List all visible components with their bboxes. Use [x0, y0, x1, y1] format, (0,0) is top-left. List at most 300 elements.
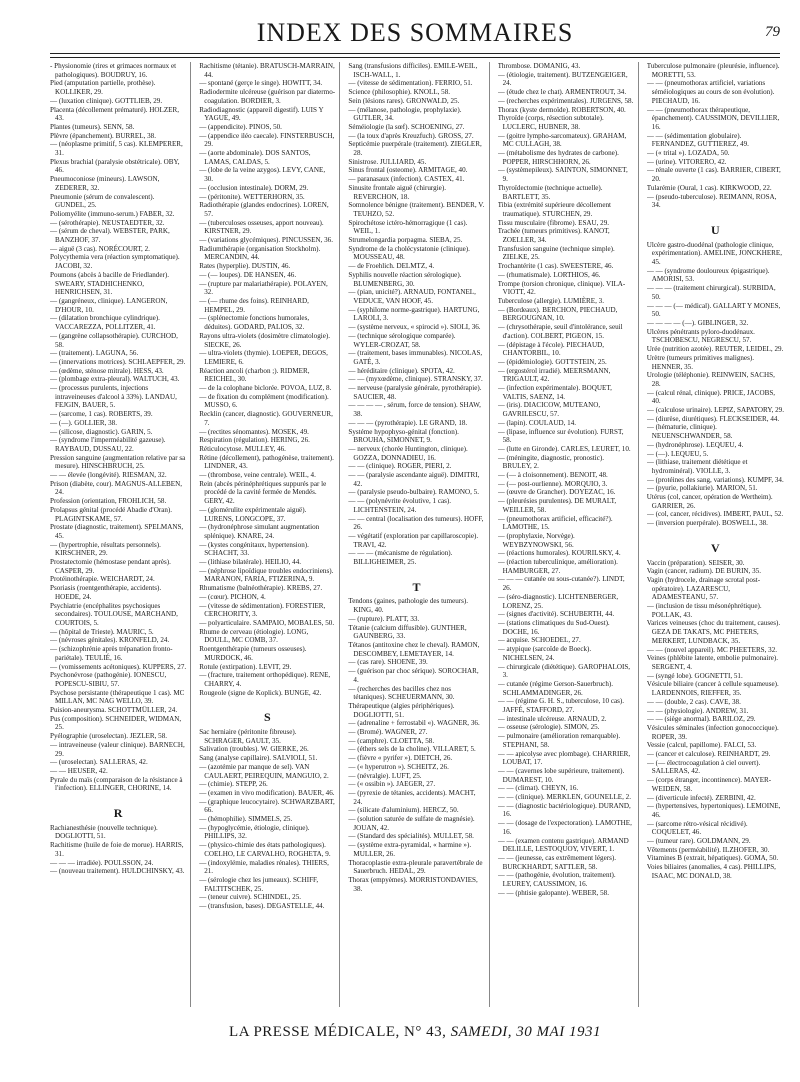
index-entry: Pyélographie (uroselectan). JEZLER, 58.: [50, 732, 168, 741]
index-entry: Sinistrose. JULLIARD, 45.: [348, 157, 427, 166]
index-entry: — intestinale ulcéreuse. ARNAUD, 2.: [497, 714, 607, 723]
index-entry: — (systèmepileux). SAINTON, SIMONNET, 9.: [497, 166, 628, 184]
index-entry: — (syphilome norme-gastrique). HARTUNG, LAROLI, 3.: [348, 305, 480, 323]
section-letter: R: [113, 806, 123, 821]
index-entry: — (éthers sels de la choline). VILLARET, 5.: [348, 745, 476, 754]
index-entry: — (hypoglycémie, étiologie, clinique). PHILLIPS, 32.: [199, 823, 310, 841]
index-entry: Psychose persistante (thérapeutique 1 cas). MC MILLAN, MC NAG WELLO, 39.: [50, 688, 185, 706]
index-entry: — (péritonite). WETTERHORN, 35.: [199, 192, 305, 201]
index-entry: Roentgenthérapie (tumeurs osseuses). MURDOCK, 46.: [199, 645, 307, 662]
index-entry: — ultra-violets (thymie). LOEPER, DEGOS, LEMIERE, 6.: [199, 349, 328, 366]
index-entry: — (technique sérologique comparée). WYLER-CROZAT, 58.: [348, 331, 456, 349]
index-entry: — — (régime G. H. S., tuberculose, 10 cas). JAFFÉ, STAFFORD, 27.: [497, 697, 625, 715]
index-entry: — (prophylaxie, Norvège). WEYBZYNOWSKI, 56.: [497, 531, 575, 549]
index-entry: Réticulocytose. MULLEY, 46.: [199, 444, 286, 453]
index-entry: — (Bordeaux). BERCHON, PIECHAUD, BERGOUGNAN, 10.: [497, 305, 618, 323]
index-entry: Tuberculose pulmonaire (pleurésie, influence). MORETTI, 53.: [646, 62, 780, 79]
index-entry: Transfusion sanguine (technique simple). ZIELKE, 25.: [497, 244, 615, 262]
index-entry: — — central (localisation des tumeurs). HOFF, 26.: [348, 514, 484, 532]
index-entry: — (traitement). LAGUNA, 56.: [50, 349, 139, 358]
index-entry: Tétanos (antitoxine chez le cheval). RAMON, DESCOMBEY, LEMETAYER, 14.: [348, 641, 480, 658]
index-entry: — (traitement, bases immunables). NICOLAS, GATÉ, 3.: [348, 349, 483, 366]
index-entry: — — — irradiée). POULSSON, 24.: [50, 858, 154, 867]
index-entry: — (cas rare). SHOENE, 39.: [348, 658, 428, 667]
index-entry: — (syngé lobe). GOGNETTI, 51.: [646, 671, 743, 680]
index-entry: — (schizophrénie après trépanation fronto-pariétale). TEULIÉ, 16.: [50, 645, 173, 662]
index-entry: — — (siège anormal). BARILOZ, 29.: [646, 715, 756, 724]
index-entry: Vagin (cancer, radium). DE BURIN, 35.: [646, 567, 761, 576]
index-entry: Plantes (tumeurs). SENN, 58.: [50, 122, 135, 131]
index-entry: — (infection expérimentale). BOQUET, VALTIS, SAENZ, 14.: [497, 384, 612, 401]
index-entry: — (inversion puerpérale). BOSWELL, 38.: [646, 519, 768, 528]
index-entry: — (tuberculoses osseuses, apport nouveau). KIRSTNER, 29.: [199, 218, 324, 236]
index-entry: Vésicule biliaire (cancer à cellule squameuse). LARDENNOIS, RIEFFER, 35.: [646, 680, 779, 698]
index-entry: — (névralgie). LUFT, 25.: [348, 771, 422, 780]
index-entry: — (hypertensives, hypertoniques). LEMOINE, 46.: [646, 802, 781, 819]
index-entry: Rates (hyperplie). DUSTIN, 46.: [199, 262, 291, 271]
index-entry: — (séro-diagnostic). LICHTENBERGER, LORENZ, 25.: [497, 592, 619, 610]
index-entry: — (inclusion de tissu mésonéphrétique). POLLAK, 43.: [646, 602, 762, 619]
index-entry: — (paralysie pseudo-bulbaire). RAMONO, 5.: [348, 488, 480, 497]
index-entry: Tétanie (calcium diffusible). GUNTHER, GAUNBERG, 33.: [348, 623, 467, 641]
index-entry: Varices veineuses (choc du traitement, causes). GEZA DE TAKATS, MC PHETERS, MERKERT, LUNDBACK, 35.: [646, 619, 781, 645]
index-entry: — (rhumatismale). LORTHIOS, 46.: [497, 270, 601, 279]
index-entry: Protéinothérapie. WEICHARDT, 24.: [50, 575, 155, 584]
index-entry: — (métabolisme des hydrates de carbone). POPPER, HIRSCHHORN, 26.: [497, 149, 619, 166]
index-entry: — — (climat). CHEYN, 16.: [497, 784, 579, 793]
index-entry: — (épidémiologie). GOTTSTEIN, 25.: [497, 357, 607, 366]
index-entry: — (uroselectan). SALLERAS, 42.: [50, 758, 148, 767]
index-entry: — (lutte en Gironde). CARLES, LEURET, 10.: [497, 444, 631, 453]
index-entry: — (« hyperutron »). SCHEITZ, 26.: [348, 762, 449, 771]
index-entry: Thérapeutique (algies périphériques). DOGLIOTTI, 51.: [348, 701, 455, 719]
index-entry: Tibia (extrémité supérieure décollement traumatique). STURCHEN, 29.: [497, 201, 611, 218]
index-entry: — pulmonaire (amélioration remarquable). STEPHANI, 58.: [497, 732, 621, 749]
index-title: INDEX DES SOMMAIRES: [256, 18, 574, 47]
index-entry: — (mélanose, pathologie, prophylaxie). GUTLER, 34.: [348, 105, 462, 123]
index-entry: Strumelongardia porpagma. SIEBA, 25.: [348, 236, 463, 245]
index-entry: Voies biliaires (anomalies, 4 cas). PHILLIPS, ISAAC, MC DONALD, 38.: [646, 863, 776, 880]
index-entry: Spirochétose ictéro-hémorragique (1 cas). WEIL, 1.: [348, 218, 468, 236]
index-column-2: [199, 62, 340, 1007]
index-entry: — (physico-chimie des états pathologiques). COELHO, LE CARVALHO, ROGHETA, 9.: [199, 841, 331, 858]
index-entry: Sinus frontal (osteome). ARMITAGE, 40.: [348, 166, 468, 175]
index-entry: — (méningite, diagnostic, pronostic). BRULEY, 2.: [497, 453, 604, 471]
index-entry: — (sérothérapie). NEUSTAEDTER, 32.: [50, 218, 165, 227]
index-entry: — (réaction tuberculinique, amélioration). HAMBURGER, 27.: [497, 558, 618, 575]
index-entry: — spontané (gerçe le singe). HOWITT, 34.: [199, 79, 323, 88]
index-entry: Pus (composition). SCHNEIDER, WIDMAN, 25.: [50, 714, 182, 732]
index-entry: Thorax (kyste dermoïde). ROBERTSON, 40.: [497, 105, 626, 114]
index-entry: — (col, cancer, récidives). IMBERT, PAUL, 52.: [646, 510, 784, 519]
index-entry: — (variations glycémiques). PINCUSSEN, 36.: [199, 236, 333, 245]
index-entry: Tuberculose (allergie). LUMIÈRE, 3.: [497, 296, 604, 305]
section-letter: V: [711, 540, 720, 555]
index-entry: — (protéines des sang, variations). KUMPF, 34.: [646, 475, 784, 484]
index-entry: — nerveuse (paralysie générale, pyrothérapie). SAUCIER, 48.: [348, 384, 482, 401]
index-entry: — (cancer et calculose). REINHARDT, 29.: [646, 750, 771, 759]
index-entry: — (—). LEQUEU, 5.: [646, 449, 709, 458]
index-entry: — — — cutanée ou sous-cutanée?). LINDT, 26.: [497, 575, 625, 593]
index-entry: — — (polynévrite évolutive, 1 cas). LICHTENSTEIN, 24.: [348, 497, 452, 514]
index-entry: Psoriasis (roentgenthérapie, accidents). HOEDE, 24.: [50, 584, 162, 601]
index-entry: — (sarcome rétro-vésical récidivé). COQUELET, 46.: [646, 819, 748, 837]
index-entry: Tularémie (Oural, 1 cas). KIRKWOOD, 22.: [646, 183, 772, 192]
index-entry: — — — — , sérum, force de tension). SHAW, 38.: [348, 401, 481, 419]
index-entry: — (solution saturée de sulfate de magnésie). JOUAN, 42.: [348, 815, 475, 832]
index-entry: — (fracture, traitement orthopédique). RENE, CHARRY, 4.: [199, 671, 331, 688]
index-entry: — — — (pyrothérapie). LE GRAND, 18.: [348, 418, 468, 427]
index-entry: — (silicose, diagnostic). GARIN, 5.: [50, 427, 153, 436]
index-entry: — (rupture). PLATT, 33.: [348, 614, 420, 623]
index-entry: — (camphre). CLOETTA, 58.: [348, 736, 435, 745]
index-entry: — — (diagnostic bactériologique). DURAND, 16.: [497, 801, 631, 819]
section-letter: T: [412, 579, 421, 594]
index-entry: Trochantérite (1 cas). SWEESTERE, 46.: [497, 262, 614, 271]
index-entry: — — (pneumothorax thérapeutique, épanchement). CAUSSIMON, DEVILLIER, 16.: [646, 105, 780, 131]
index-entry: — (iris). DIACICOW, MUTEANO, GAVRILESCU, 57.: [497, 401, 601, 419]
index-entry: — — (pneumothorax artificiel, variations séméiologiques au cours de son évolution). PIECHAUD, 16.: [646, 79, 775, 105]
index-entry: — (vomissements acétoniques). KUPPERS, 27.: [50, 662, 187, 671]
index-entry: — (lithiase, traitement diététique et hydrominéral). VIOLLE, 3.: [646, 458, 748, 475]
index-entry: — (silicate d'aluminium). HERCZ, 50.: [348, 806, 459, 815]
index-entry: Sang (transfusions difficiles). EMILE-WEIL, ISCH-WALL, 1.: [348, 62, 478, 79]
index-entry: — osseuse (sérologie). SIMON, 25.: [497, 723, 600, 732]
index-entry: — (« trital »). LOZADA, 50.: [646, 149, 730, 158]
index-entry: - Physionomie (rires et grimaces normaux et pathologiques). BOUDRUY, 16.: [50, 62, 177, 79]
index-entry: Profession (orientation, FROHLICH, 58.: [50, 497, 167, 506]
index-entry: — — (pathogénie, évolution, traitement). LEUREY, CAUSSIMON, 16.: [497, 871, 616, 889]
index-entry: Respiration (régulation). HERING, 26.: [199, 436, 310, 445]
index-entry: Trompe (torsion chronique, clinique). VILA-VIOTT, 42.: [497, 279, 626, 297]
index-entry: — (corps étranger, incontinence). MAYER-WEIDEN, 58.: [646, 776, 772, 793]
index-column-1: [50, 62, 191, 1007]
index-entry: Science (philosophie). KNOLL, 58.: [348, 88, 451, 97]
page-footer: [50, 1024, 780, 1041]
index-entry: Rein (abcès périnéphrétiques suppurés par le procédé de la cavité fermée de Mendés. GERY, 42.: [199, 479, 327, 506]
index-entry: Ulcères pénétrants pyloro-duodénaux. TSCHOBESCU, NEGRESCU, 57.: [646, 327, 755, 345]
index-entry: — (néoplasme primitif, 5 cas). KLEMPERER, 31.: [50, 140, 183, 158]
index-entry: Thyroïde (corps, résection subtotale). LUCLERC, HUBNER, 38.: [497, 114, 604, 131]
index-entry: — (lapin). COULAUD, 14.: [497, 418, 577, 427]
index-entry: Vagin (hydrocele, drainage scrotal post-opératoire). LAZARESCU, ADAMESTEANU, 57.: [646, 575, 761, 602]
index-entry: — — (physiologie). ANDREW, 31.: [646, 706, 749, 715]
index-entry: — (guérison par choc sérique). SOROCHAR, 4.: [348, 667, 479, 684]
index-entry: — (nouveau traitement). HULDCHINSKY, 43.: [50, 867, 185, 876]
index-entry: — — (nouvel appareil). MC PHEETERS, 32.: [646, 645, 778, 654]
index-entry: Vaccin (préparation). SEISER, 30.: [646, 558, 745, 567]
index-entry: — aiguë (3 cas). NORÉCOURT, 2.: [50, 244, 150, 253]
index-entry: Vêtements (perméabilité). ILZHOFER, 30.: [646, 845, 770, 854]
index-entry: — — (paralysie ascendante aiguë). DIMITRI, 42.: [348, 471, 480, 488]
index-entry: — (calcul rénal, clinique). PRICE, JACOBS, 40.: [646, 388, 776, 406]
index-entry: Placenta (décollement prématuré). HOLZER, 43.: [50, 105, 180, 123]
index-entry: — (graphique leucocytaire). SCHWARZBART, 66.: [199, 797, 335, 815]
index-entry: — (luxation clinique). GOTTLIEB, 29.: [50, 96, 163, 105]
index-entry: — chirurgicale (diététique). GAROPHALOIS, 3.: [497, 662, 631, 680]
index-entry: Rayons ultra-violets (dosimètre climatologie). SIECKE, 26.: [199, 331, 330, 349]
index-entry: — (étiologie, traitement). BUTZENGEIGER, 24.: [497, 70, 628, 88]
index-entry: — (Standard des spécialités). MULLET, 58.: [348, 832, 474, 841]
index-entry: — (hémophilie). SIMMELS, 25.: [199, 815, 293, 824]
index-entry: Séméiologie (la sœf). SCHOENING, 27.: [348, 122, 465, 131]
index-entry: Vessie (calcul, papillome). FALCI, 53.: [646, 741, 757, 750]
index-entry: — (pseudo-tuberculose). REIMANN, ROSA, 34.: [646, 192, 777, 210]
index-entry: Puision-aneurysma. SCHOTTMÜLLER, 24.: [50, 706, 178, 715]
index-entry: Thorax (empyèmes). MORRISTONDAVIES, 38.: [348, 875, 478, 893]
index-entry: Pneumoconiose (mineurs). LAWSON, ZEDERER, 32.: [50, 175, 160, 192]
index-entry: Septicémie puerpérale (traitement). ZIEGLER, 28.: [348, 140, 482, 158]
index-entry: — — — (mécanisme de régulation). BILLIGHEIMER, 25.: [348, 549, 453, 567]
index-entry: — (chimie). STEPP, 26.: [199, 780, 268, 789]
index-entry: — (dilatation bronchique cylindrique). VACCAREZZA, POLLITZER, 41.: [50, 314, 160, 332]
index-entry: Plèvre (épanchement). BURREL, 38.: [50, 131, 156, 140]
index-entry: — de la colophane biclorée. POVOA, LUZ, 8.: [199, 384, 332, 393]
index-entry: Plexus brachial (paralysie obstétricale). OBY, 46.: [50, 157, 180, 175]
header-rule: [50, 53, 780, 54]
index-entry: Prison (diabète, cour). MAGNUS-ALLEBEN, 24.: [50, 479, 182, 497]
index-entry: — (thrombose, veine centrale). WEIL, 4.: [199, 471, 316, 480]
index-entry: — (stations climatiques du Sud-Ouest). DOCHE, 16.: [497, 619, 610, 636]
index-entry: — (splénectomie fonctions humorales, déduites). GODARD, PALIOS, 32.: [199, 314, 310, 332]
index-entry: Radiodermite ulcéreuse (guérison par diatermo-coagulation. BORDIER, 3.: [199, 88, 336, 105]
index-entry: Thrombose. DOMANIG, 43.: [497, 62, 581, 70]
index-entry: Thyroïdectomie (technique actuelle). BARTLETT, 35.: [497, 183, 603, 201]
index-entry: — (sérologie chez les jumeaux). SCHIFF, FALTITSCHEK, 25.: [199, 875, 319, 893]
issue-date: SAMEDI, 30 MAI 1931: [450, 1024, 601, 1040]
index-entry: — (pneumothorax artificiel, efficacité?). LAMOTHE, 15.: [497, 514, 613, 532]
index-entry: — — (dosage de l'expectoration). LAMOTHE, 16.: [497, 819, 632, 836]
index-entry: Prostatectomie (hémostase pendant après). CASPER, 29.: [50, 558, 171, 575]
index-entry: — — — — (—). GIBLINGER, 32.: [646, 318, 749, 327]
index-entry: Poliomyélite (immuno-serum.) FABER, 32.: [50, 209, 175, 218]
index-entry: Ulcère gastro-duodénal (pathologie clinique, expérimentation). AMELINE, JONCKHERE, 45.: [646, 240, 783, 267]
index-entry: — (goitre lympho-sarcomateux). GRAHAM, MC CULLAGH, 38.: [497, 131, 627, 149]
index-entry: Urètre (tumeurs primitives malignes). HENNER, 35.: [646, 353, 754, 371]
index-entry: Sein (lésions rares). GRONWALD, 25.: [348, 96, 460, 105]
index-entry: Radiodiagnostic (appareil digestif). LUIS Y YAGUE, 49.: [199, 105, 324, 123]
index-entry: — de Froehlich. DELMTZ, 4.: [348, 262, 435, 271]
index-entry: — (aorte abdominale). DOS SANTOS, LAMAS, CALDAS, 5.: [199, 149, 311, 166]
index-entry: Poumons (abcès à bacille de Friedlander). SWEARY, STADHICHENKO, HENRICHSEN, 31.: [50, 270, 169, 297]
index-entry: Rachitisme (huile de foie de morue). HARRIS, 31.: [50, 841, 184, 858]
index-entry: — (sarcome, 1 cas). ROBERTS, 39.: [50, 410, 153, 419]
index-entry: — (— loupes). DE HANSEN, 46.: [199, 270, 297, 279]
index-entry: — (hypertrophie, résultats personnels). KIRSCHNER, 29.: [50, 540, 161, 558]
index-entry: — (cœur). PICHON, 4.: [199, 592, 266, 601]
index-entry: — (—). GOLLIER, 38.: [50, 418, 117, 427]
index-entry: — (processus purulents, injections intraveineuses d'alcool à 33%). LANDAU, FEJGIN, BAUER, 5.: [50, 384, 177, 410]
index-entry: — (fièvre « pyrifer »). DIETCH, 26.: [348, 754, 453, 763]
index-entry: — (la toux d'après Kreuzfuch). GROSS, 27.: [348, 131, 474, 140]
index-entry: Polycythemia vera (réaction symptomatique). JACOBI, 32.: [50, 253, 180, 271]
index-entry: — (indoxylémie, maladies rénales). THIERS, 21.: [199, 858, 329, 876]
index-entry: — — (jeunesse, cas extrêmement légers). BURCKHARDT, SATTLER, 58.: [497, 853, 616, 871]
index-entry: — (hématurie, clinique). NEUENSCHWANDER, 58.: [646, 423, 733, 441]
index-entry: Syndrome de la cholécystatonie (clinique). MOUSSEAU, 48.: [348, 244, 470, 262]
index-entry: — (plombage extra-pleural). WALTUCH, 43.: [50, 375, 180, 384]
index-entry: — (système nerveux, « spirocid »). SIOLI, 36.: [348, 323, 481, 332]
index-entry: Somnolence bénigne (traitement). BENDER, V. TEUHZO, 52.: [348, 201, 485, 218]
index-entry: — (glomérulite expérimentale aiguë). LURENS, LONGCOPE, 37.: [199, 505, 307, 523]
index-entry: — — (clinique). ROGER, PIERI, 2.: [348, 462, 452, 471]
index-entry: Urologie (téléphonie). REINWEIN, SACHS, 28.: [646, 371, 775, 388]
journal-name: LA PRESSE MÉDICALE, N° 43,: [229, 1024, 447, 1040]
index-entry: — (pyurie, pollakiurie). MARION, 51.: [646, 484, 758, 493]
header-rule-secondary: [50, 57, 780, 58]
index-entry: — (sérum de cheval). WEBSTER, PARK, BANZHOF, 37.: [50, 227, 170, 245]
index-entry: — (hydronéphrose simulant augmentation splénique). KNARE, 24.: [199, 523, 320, 540]
index-entry: — — (syndrome douloureux épigastrique). AMORISI, 53.: [646, 266, 770, 284]
index-entry: — (diurèse, diurétiques). FLECKSEIDER, 44.: [646, 414, 780, 423]
index-entry: Réaction ancoli (charbon ;). RIDMER, REICHEL, 30.: [199, 366, 310, 384]
index-entry: Rachitisme (tétanie). BRATUSCH-MARRAIN, 44.: [199, 62, 335, 79]
index-entry: — nerveux (chorée Huntington, clinique). GOZZA, DONNADIEU, 16.: [348, 444, 468, 462]
page-header: [50, 18, 780, 52]
index-entry: — (kystes congénitaux, hypertension). SCHACHT, 33.: [199, 540, 309, 558]
index-entry: — — apicolyse avec plombage). CHARRIER, LOUBAT, 17.: [497, 749, 631, 767]
index-entry: — (calculose urinaire). LEPIZ, SAPATORY, 29.: [646, 406, 784, 415]
index-entry: — (gangréneux, clinique). LANGERON, D'HOUR, 10.: [50, 296, 168, 314]
index-entry: — (lipase, influence sur évolution). FURST, 58.: [497, 427, 624, 445]
index-entry: Systéme hypophyso-génital (fonction). BROUHA, SIMONNET, 9.: [348, 427, 459, 445]
index-entry: Sang (analyse capillaire). SALVIOLI, 51.: [199, 754, 318, 763]
index-columns: [50, 62, 788, 1007]
index-entry: — (signes d'activité). SCHUBERTH, 44.: [497, 610, 615, 619]
index-entry: — (adrenaline + ferrostabil «). WAGNER, 36.: [348, 719, 480, 728]
index-entry: — (— à cloisonnement). BENOIT, 48.: [497, 471, 608, 480]
index-entry: — (hydronéphrose). LEQUEU, 4.: [646, 440, 744, 449]
index-entry: — — — (traitement chirurgical). SURBIDA, 50.: [646, 284, 776, 301]
index-entry: Syphilis nouvelle réaction sérologique). BLUMENBERG, 30.: [348, 270, 462, 288]
index-entry: — intraveineuse (valeur clinique). BARNECH, 29.: [50, 740, 185, 758]
index-entry: — (Bromé). WAGNER, 27.: [348, 728, 428, 737]
page-number: 79: [765, 24, 780, 40]
index-entry: — (syndrome l'imperméabilité gazeuse). RAYBAUD, DUSSAU, 22.: [50, 436, 166, 453]
index-entry: — — (myxœdème, clinique). STRANSKY, 37.: [348, 375, 483, 384]
index-entry: Psychonévrose (pathogénie). IONESCU, POPESCU-SIBIU, 57.: [50, 671, 167, 688]
index-entry: Radiumthérapie (organisation Stockholm). MERCANDIN, 44.: [199, 244, 321, 262]
index-entry: — acquise. SCHOEDEL, 27.: [497, 636, 581, 645]
index-entry: — (appendice iléo caecale). FINSTERBUSCH, 29.: [199, 131, 335, 149]
index-entry: Radiothérapie (glandes endocrines). LOREN, 57.: [199, 201, 329, 218]
index-entry: — (— électrocoagulation à ciel ouvert). SALLERAS, 42.: [646, 758, 761, 776]
index-entry: — (gangrène collapsothérapie). CURCHOD, 58.: [50, 331, 178, 349]
index-entry: — (azotémie par manque de sel). VAN CAULAERT, PEIREQUIN, MANGUIO, 2.: [199, 762, 329, 780]
index-column-4: [498, 62, 639, 1007]
index-entry: Prostate (diagnostic, traitement). SPELMANS, 45.: [50, 523, 184, 540]
index-entry: — — (double, 2 cas). CAVE, 38.: [646, 697, 741, 706]
index-entry: Thoracoplastie extra-pleurale paravertébrale de Sauerbruch. HEDAL, 29.: [348, 858, 483, 876]
index-entry: — (étude chez le chat). ARMENTROUT, 34.: [497, 88, 627, 97]
index-entry: — (teneur cuivre). SCHINDEL, 25.: [199, 893, 302, 902]
index-entry: Vésicules séminales (infection gonococcique). ROPER, 39.: [646, 723, 779, 741]
index-entry: Tissu musculaire (fibrome). ESAU, 29.: [497, 218, 610, 227]
index-entry: — (examen in vivo modification). BAUER, 46.: [199, 788, 335, 797]
index-entry: — (ergostérol irradié). MEERSMANN, TRIGAULT, 42.: [497, 366, 611, 384]
index-entry: Utérus (col, cancer, opération de Wertheim). GARRIER, 26.: [646, 493, 773, 510]
index-entry: — polyarticulaire. SAMPAIO, MOBALES, 50.: [199, 619, 335, 627]
index-entry: — rénale ouverte (1 cas). BARRIER, CIBERT, 20.: [646, 166, 781, 184]
index-entry: Sac herniaire (péritonite fibreuse). SCHRAGER, GAULT, 35.: [199, 728, 297, 745]
index-entry: — (rupture par malariathérapie). POLAYEN, 32.: [199, 279, 328, 297]
index-entry: Sinusite frontale aiguë (chirurgie). REVERCHON, 18.: [348, 183, 446, 201]
index-entry: Salivation (troubles). W. GIERKE, 26.: [199, 745, 309, 754]
index-entry: Trachée (tumeurs primitives). KANOT, ZOELLER, 34.: [497, 227, 610, 245]
index-entry: — (névroses génitales). KRONFELD, 24.: [50, 636, 170, 645]
index-entry: Pyrale du maïs (comparaison de la résistance à l'infection). ELLINGER, CHORINE, 14.: [50, 775, 183, 793]
index-entry: — (vitesse de sédimentation). FERRIO, 51.: [348, 79, 473, 88]
index-column-3: [348, 62, 489, 1007]
index-entry: — (recherches expérimentales). JURGENS, 58.: [497, 96, 634, 105]
index-entry: — (néphrose lipoïdique troubles endocriniens). MARANON, FARIA, FTIZERINA, 9.: [199, 566, 334, 584]
index-entry: — — — (— médical). GALLART Y MONES, 50.: [646, 301, 781, 319]
index-entry: — — (clinique). MERKLEN, GOUNELLE, 2.: [497, 793, 631, 802]
index-entry: — (— post-ourlienne). MORQUIO, 3.: [497, 479, 608, 488]
index-entry: — (recherches des bacilles chez nos tétaniques). SCHEUERMANN, 30.: [348, 684, 455, 702]
index-entry: Pied (amputation partielle, prothèse). KOLLIKER, 29.: [50, 79, 156, 97]
index-entry: — (pian, unicité?). ARNAUD, FONTANEL, VEDUCE, VAN HOOF, 45.: [348, 288, 476, 305]
section-letter: S: [263, 710, 271, 725]
index-entry: — — (phtisie galopante). WEBER, 58.: [497, 888, 609, 897]
index-entry: — (système extra-pyramidal, « harmine »). MULLER, 26.: [348, 841, 472, 858]
index-entry: — (lithiase bilatérale). HEILIO, 44.: [199, 558, 302, 567]
index-entry: — — HEUSER, 42.: [50, 766, 108, 775]
index-entry: — (œuvre de Grancher). DOYEZAC, 16.: [497, 488, 616, 497]
index-entry: — (urine). VITORERO, 42.: [646, 157, 727, 166]
index-entry: — paranasaux (infection). CASTEX, 41.: [348, 175, 465, 184]
index-entry: Recklin (cancer, diagnostic). GOUVERNEUR, 7.: [199, 410, 333, 427]
index-entry: Rotule (extirpation). LEVIT, 29.: [199, 662, 292, 671]
index-entry: — végétatif (exploration par capillaroscopie). TRAVI, 42.: [348, 531, 479, 549]
index-entry: — atypique (sarcoïde de Boeck). NICHELSEN, 24.: [497, 645, 592, 662]
index-entry: — (tumeur rare). GOLDMANN, 29.: [646, 837, 751, 846]
index-entry: — — (examen contenu gastrique). ARMAND DELILLE, LESTOQUOY, VIVERT, 1.: [497, 836, 629, 854]
index-entry: — (rectites sénomantes). MOSEK, 49.: [199, 427, 309, 436]
index-entry: Pneumonie (sérum de convalescent). GUNDEL, 25.: [50, 192, 155, 210]
index-entry: — (« ossibin »). JAEGER, 27.: [348, 780, 436, 789]
index-entry: Tendons (gaines, pathologie des tumeurs). KING, 40.: [348, 597, 469, 615]
section-letter: U: [711, 222, 720, 237]
index-entry: Vitamines B (extrait, hépatiques). GOMA, 50.: [646, 854, 779, 863]
index-entry: — (appendicite). PINOS, 50.: [199, 122, 282, 131]
index-entry: Prolapsus génital (procédé Abadie d'Oran). PLAGINTSKAME, 57.: [50, 505, 173, 523]
index-entry: Urée (nutrition azotée). REUTER, LEIDEL, 29.: [646, 345, 784, 354]
index-entry: Rougeole (signe de Koplick). BUNGE, 42.: [199, 688, 322, 697]
index-entry: — (transfusion, bases). DEGASTELLE, 44.: [199, 902, 325, 911]
index-entry: — (hôpital de Trieste). MAURIC, 5.: [50, 627, 154, 636]
index-entry: — (chrysothérapie, seuil d'intolérance, seuil d'action). COLBERT, PIGEON, 15.: [497, 323, 623, 340]
index-entry: — héréditaire (clinique). SPOTA, 42.: [348, 366, 455, 375]
index-entry: Rétine (décollement), pathogénèse, traitement). LINDNER, 43.: [199, 453, 334, 471]
index-entry: — — (sédimentation globulaire). FERNANDEZ, GUTTIEREZ, 49.: [646, 131, 749, 149]
index-entry: — (— rhume des foins). REINHARD, HEMPEL, 29.: [199, 296, 309, 314]
index-entry: — (lobe de la veine azygos). LEVY, CANE, 30.: [199, 166, 326, 184]
index-entry: Pression sanguine (augmentation relative par sa mesure). HINSCHBRUCH, 25.: [50, 453, 186, 471]
index-entry: — cutanée (régime Gerson-Sauerbruch). SCHLAMMADINGER, 26.: [497, 679, 614, 697]
index-column-5: [647, 62, 788, 1007]
index-entry: — (réactions humorales). KOURILSKY, 4.: [497, 549, 621, 558]
index-entry: Rhume de cerveau (étiologie). LONG, DOULL, MC COMB, 37.: [199, 627, 309, 645]
index-entry: — (innervations motrices). SCHLAEPFER, 29.: [50, 357, 186, 366]
index-entry: — (diverticule infecté). ZERBINI, 42.: [646, 793, 756, 802]
index-entry: — (œdème, sténose mitrale). HESS, 43.: [50, 366, 164, 375]
index-entry: — (occlusion intestinale). DORM, 29.: [199, 183, 309, 192]
index-entry: — (dépistage à l'école). PIECHAUD, CHANTORBIL, 10.: [497, 340, 605, 358]
index-entry: — — (cavernes lobe supérieure, traitement). DUMAREST, 10.: [497, 766, 625, 784]
index-entry: Rhumatisme (balnéothérapie). KREBS, 27.: [199, 584, 323, 593]
index-entry: — (vitesse de sédimentation). FORESTIER, CERCHORITY, 3.: [199, 601, 326, 619]
